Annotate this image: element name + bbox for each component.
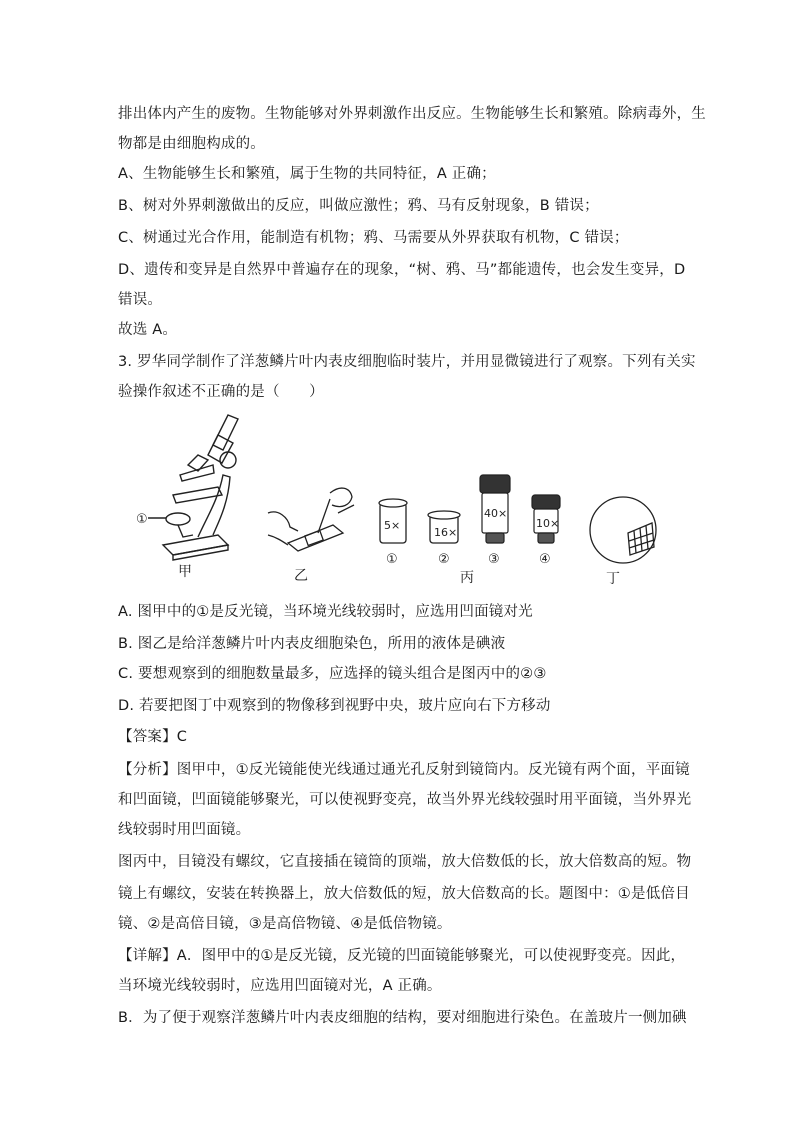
staining-drawing bbox=[268, 488, 354, 551]
option-a: A. 图甲中的①是反光镜，当环境光线较弱时，应选用凹面镜对光 bbox=[118, 604, 533, 620]
microscope-drawing bbox=[148, 415, 238, 560]
figure-drawing bbox=[118, 405, 678, 595]
line-4: B、树对外界刺激做出的反应，叫做应激性；鸦、马有反射现象，B 错误； bbox=[118, 198, 599, 214]
lens-mark-4: 10× bbox=[536, 517, 560, 530]
analysis-line-5: 镜上有螺纹，安装在转换器上，放大倍数低的短，放大倍数高的长。题图中：①是低倍目 bbox=[118, 886, 690, 902]
view-field-drawing bbox=[590, 497, 656, 563]
part1-marker: ① bbox=[136, 512, 148, 527]
lens-mark-3: 40× bbox=[484, 507, 508, 520]
answer-line: 【答案】C bbox=[118, 729, 188, 745]
figure-label-bing: 丙 bbox=[460, 570, 474, 586]
option-b: B. 图乙是给洋葱鳞片叶内表皮细胞染色，所用的液体是碘液 bbox=[118, 636, 506, 652]
line-1: 排出体内产生的废物。生物能够对外界刺激作出反应。生物能够生长和繁殖。除病毒外，生 bbox=[118, 106, 706, 122]
analysis-line-3: 线较弱时用凹面镜。 bbox=[118, 822, 251, 838]
line-6: D、遗传和变异是自然界中普遍存在的现象，“树、鸦、马”都能遗传，也会发生变异，D bbox=[118, 262, 686, 278]
question-3-line-2: 验操作叙述不正确的是（ ） bbox=[118, 384, 324, 400]
line-8: 故选 A。 bbox=[118, 322, 178, 338]
figure-label-jia: 甲 bbox=[178, 564, 192, 580]
question-3-line-1: 3. 罗华同学制作了洋葱鳞片叶内表皮细胞临时装片，并用显微镜进行了观察。下列有关实 bbox=[118, 354, 696, 370]
line-3: A、生物能够生长和繁殖，属于生物的共同特征，A 正确； bbox=[118, 166, 496, 182]
analysis-line-4: 图丙中，目镜没有螺纹，它直接插在镜筒的顶端，放大倍数低的长，放大倍数高的短。物 bbox=[118, 854, 692, 870]
lens-mark-1: 5× bbox=[384, 519, 401, 532]
lens-number-2: ② bbox=[438, 552, 450, 567]
lens-number-4: ④ bbox=[539, 552, 551, 567]
line-5: C、树通过光合作用，能制造有机物；鸦、马需要从外界获取有机物，C 错误； bbox=[118, 230, 629, 246]
figure-label-ding: 丁 bbox=[606, 571, 620, 587]
option-c: C. 要想观察到的细胞数量最多，应选择的镜头组合是图丙中的②③ bbox=[118, 666, 547, 682]
option-d: D. 若要把图丁中观察到的物像移到视野中央，玻片应向右下方移动 bbox=[118, 698, 551, 714]
detail-line-2: 当环境光线较弱时，应选用凹面镜对光，A 正确。 bbox=[118, 978, 442, 994]
analysis-line-2: 和凹面镜，凹面镜能够聚光，可以使视野变亮，故当外界光线较强时用平面镜，当外界光 bbox=[118, 792, 692, 808]
question-figure bbox=[118, 405, 678, 595]
analysis-line-6: 镜、②是高倍目镜，③是高倍物镜、④是低倍物镜。 bbox=[118, 916, 452, 932]
detail-line-1: 【详解】A．图甲中的①是反光镜，反光镜的凹面镜能够聚光，可以使视野变亮。因此， bbox=[118, 948, 686, 964]
line-7: 错误。 bbox=[118, 292, 163, 308]
lens-mark-2: 16× bbox=[434, 526, 458, 539]
analysis-line-1: 【分析】图甲中，①反光镜能使光线通过通光孔反射到镜筒内。反光镜有两个面，平面镜 bbox=[118, 762, 690, 778]
figure-label-yi: 乙 bbox=[294, 568, 308, 584]
lens-number-3: ③ bbox=[488, 552, 500, 567]
lens-number-1: ① bbox=[386, 552, 398, 567]
line-2: 物都是由细胞构成的。 bbox=[118, 136, 265, 152]
detail-line-3: B．为了便于观察洋葱鳞片叶内表皮细胞的结构，要对细胞进行染色。在盖玻片一侧加碘 bbox=[118, 1010, 687, 1026]
